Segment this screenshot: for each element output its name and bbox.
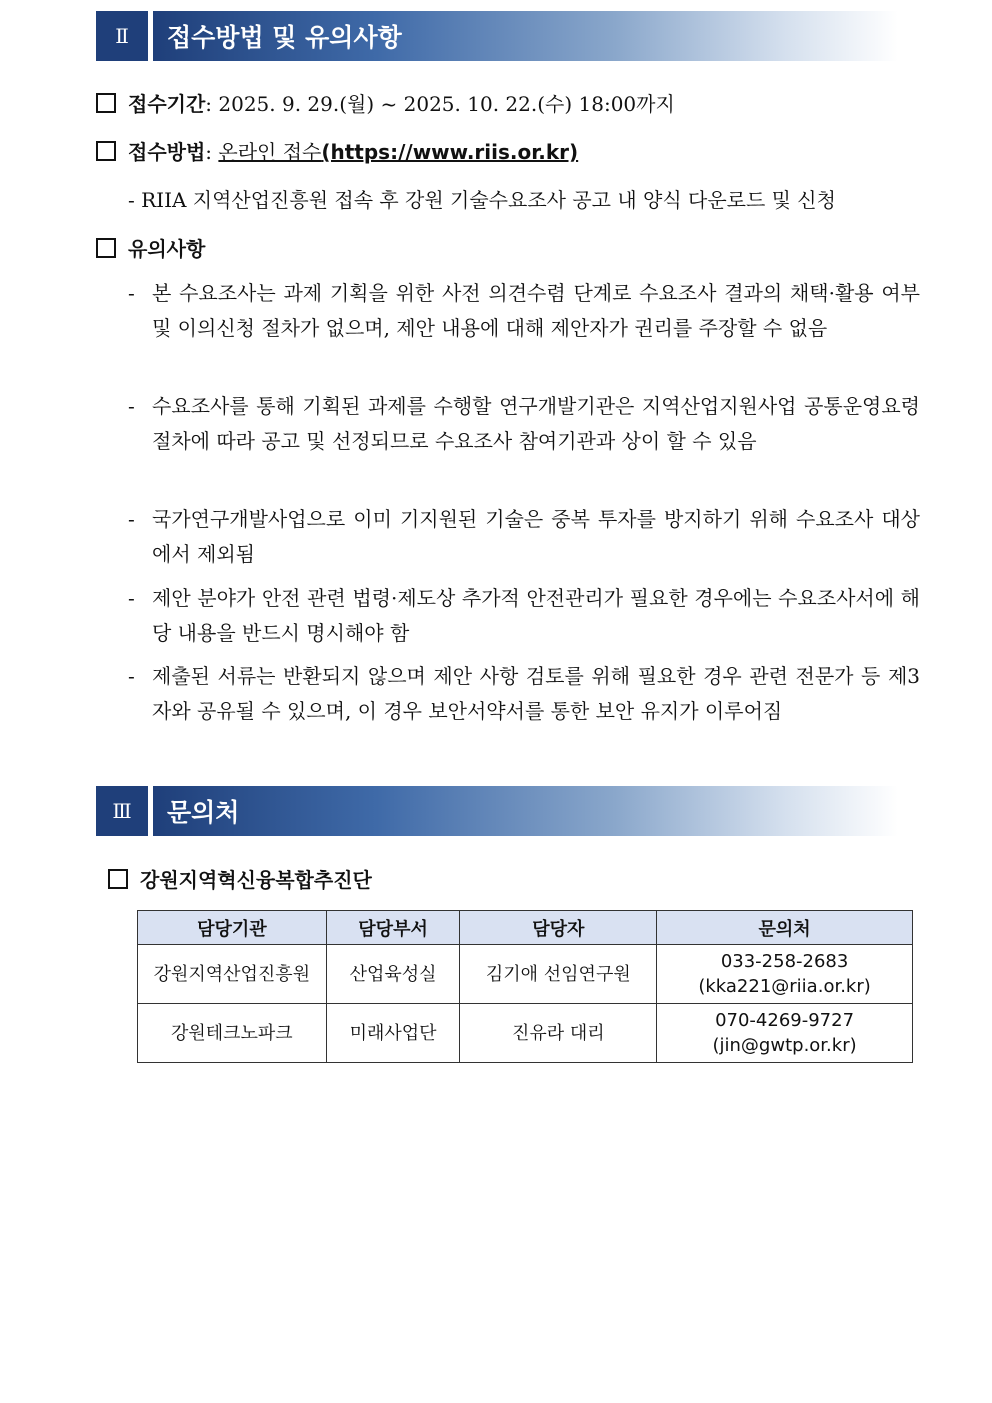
note-item: - 국가연구개발사업으로 이미 기지원된 기술은 중복 투자를 방지하기 위해 수요조사 대상에서 제외됨 — [128, 507, 920, 566]
phone-number: 033-258-2683 — [720, 951, 849, 972]
table-row — [138, 1004, 913, 1063]
contact-cell — [657, 945, 913, 1004]
notes-label: 유의사항 — [128, 237, 206, 261]
section-number: Ⅱ — [96, 11, 148, 61]
table-cell: 진유라 대리 — [460, 1004, 657, 1063]
org-line — [108, 864, 372, 893]
notes-line — [96, 233, 205, 262]
table-cell: 강원테크노파크 — [138, 1004, 327, 1063]
method-url: (https://www.riis.or.kr) — [321, 140, 579, 164]
table-cell: 김기애 선임연구원 — [460, 945, 657, 1004]
table-row — [138, 945, 913, 1004]
method-label: 접수방법 — [128, 140, 206, 164]
checkbox-square-icon — [96, 141, 116, 161]
checkbox-square-icon — [96, 238, 116, 258]
note-item: - 제안 분야가 안전 관련 법령·제도상 추가적 안전관리가 필요한 경우에는 수요조사서에 해당 내용을 반드시 명시해야 함 — [128, 586, 920, 645]
section-3-header — [96, 786, 898, 836]
method-colon: : — [205, 140, 219, 164]
phone-number: 070-4269-9727 — [715, 1010, 855, 1031]
section-title: 문의처 — [167, 798, 240, 827]
section-title: 접수방법 및 유의사항 — [167, 23, 402, 52]
table-cell: 산업육성실 — [326, 945, 460, 1004]
method-detail: - RIIA 지역산업진흥원 접속 후 강원 기술수요조사 공고 내 양식 다운로드 및 신청 — [128, 188, 836, 212]
checkbox-square-icon — [96, 93, 116, 113]
section-number: Ⅲ — [96, 786, 148, 836]
method-link[interactable] — [218, 140, 578, 164]
org-name: 강원지역혁신융복합추진단 — [140, 868, 372, 892]
table-header-row — [138, 911, 913, 945]
note-item: - 제출된 서류는 반환되지 않으며 제안 사항 검토를 위해 필요한 경우 관련 전문가 등 제3자와 공유될 수 있으며, 이 경우 보안서약서를 통한 보안 유지가 이루어짐 — [128, 664, 920, 723]
section-title-bar — [153, 11, 898, 61]
period-label: 접수기간 — [128, 92, 206, 116]
column-header: 담당부서 — [326, 911, 460, 945]
section-title-bar — [153, 786, 898, 836]
checkbox-square-icon — [108, 869, 128, 889]
note-item: - 본 수요조사는 과제 기획을 위한 사전 의견수렴 단계로 수요조사 결과의 채택·활용 여부 및 이의신청 절차가 없으며, 제안 내용에 대해 제안자가 권리를 주장할 수 없음 — [128, 281, 920, 340]
method-value: 온라인 접수 — [218, 140, 322, 164]
method-line — [96, 136, 578, 165]
period-line — [96, 88, 675, 117]
contact-cell — [657, 1004, 913, 1063]
table-cell: 미래사업단 — [326, 1004, 460, 1063]
section-2-header — [96, 11, 898, 61]
email-address[interactable]: (jin@gwtp.or.kr) — [712, 1035, 857, 1056]
period-value: : 2025. 9. 29.(월) ~ 2025. 10. 22.(수) 18:00까지 — [205, 92, 675, 116]
email-address[interactable]: (kka221@riia.or.kr) — [698, 976, 871, 997]
column-header: 문의처 — [657, 911, 913, 945]
note-item: - 수요조사를 통해 기획된 과제를 수행할 연구개발기관은 지역산업지원사업 공통운영요령 절차에 따라 공고 및 선정되므로 수요조사 참여기관과 상이 할 수 있음 — [128, 394, 920, 453]
table-cell: 강원지역산업진흥원 — [138, 945, 327, 1004]
column-header: 담당기관 — [138, 911, 327, 945]
contact-table — [137, 910, 913, 1063]
column-header: 담당자 — [460, 911, 657, 945]
